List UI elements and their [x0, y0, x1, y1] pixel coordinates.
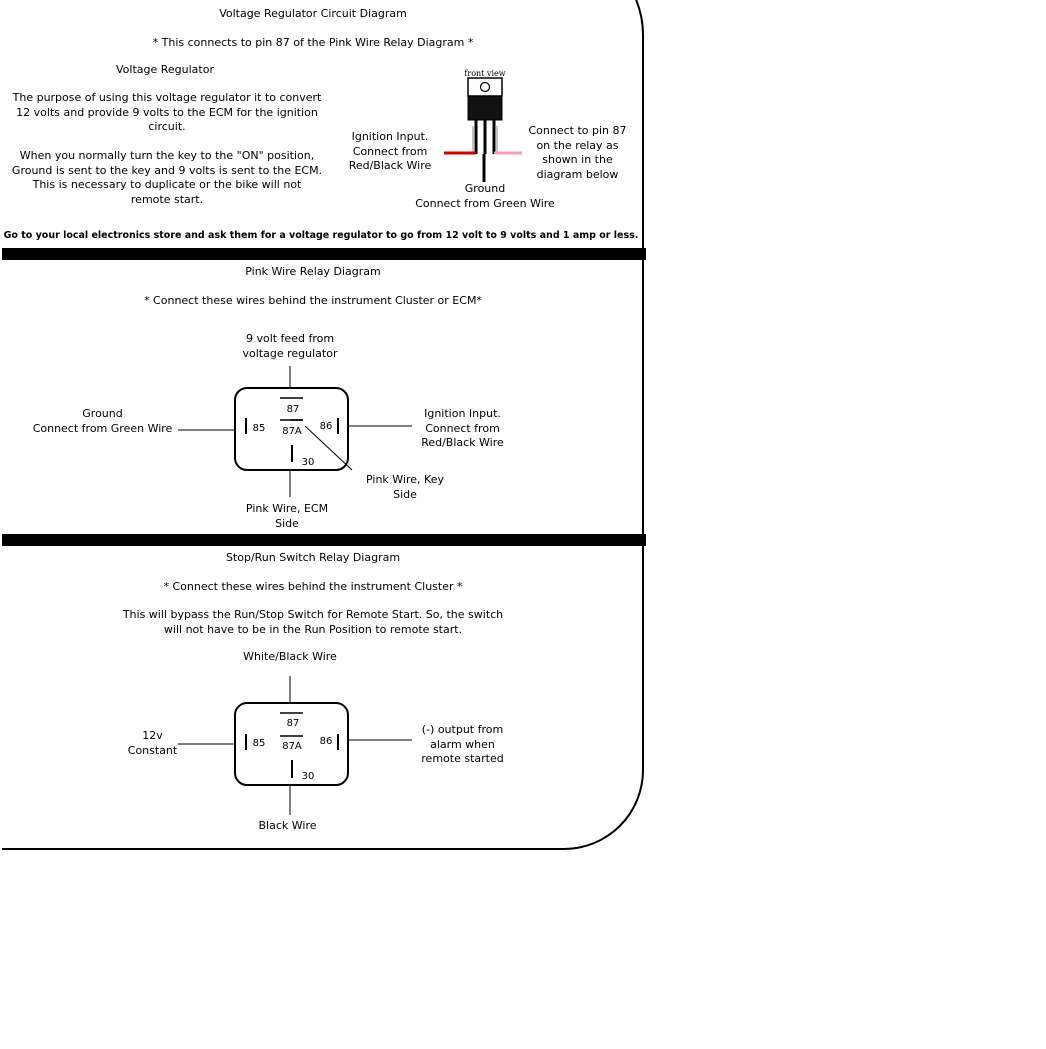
section1-heading: Voltage Regulator [116, 63, 214, 76]
store-note: Go to your local electronics store and ask them for a voltage regulator to go from 12 volt to 9 volts and 1 amp or less. [3, 230, 639, 241]
section2-note: * Connect these wires behind the instrument Cluster or ECM* [144, 294, 482, 307]
relay2-pin-30: 30 [301, 771, 315, 782]
relay2-bottom-label: Black Wire [258, 819, 317, 832]
relay1-top-label: 9 volt feed from voltage regulator [242, 332, 338, 360]
relay2-pin-87a: 87A [282, 741, 302, 752]
relay1-left-label: Ground Connect from Green Wire [32, 407, 173, 435]
relay1-pin-86: 86 [319, 421, 333, 432]
relay1-key-side-label: Pink Wire, Key Side [366, 473, 444, 501]
relay2-top-label: White/Black Wire [243, 650, 337, 663]
section2-title: Pink Wire Relay Diagram [245, 265, 381, 278]
relay1-pin-87: 87 [286, 404, 300, 415]
section3-title: Stop/Run Switch Relay Diagram [225, 551, 401, 564]
bypass-text: This will bypass the Run/Stop Switch for Remote Start. So, the switch will not have to be in the Run Position to remote start. [122, 608, 504, 636]
relay2-right-label: (-) output from alarm when remote started [421, 723, 504, 765]
explain-text: When you normally turn the key to the "ON" position, Ground is sent to the key and 9 volts is sent to the ECM. This is necessary to duplicate or the bike will not remote start. [11, 149, 323, 206]
relay2-pin-85: 85 [252, 738, 266, 749]
section1-note: * This connects to pin 87 of the Pink Wire Relay Diagram * [152, 36, 474, 49]
voltage-regulator-icon [468, 78, 502, 154]
section3-note: * Connect these wires behind the instrument Cluster * [163, 580, 463, 593]
ground-label: Ground Connect from Green Wire [415, 182, 555, 210]
relay1-pin-87a: 87A [282, 426, 302, 437]
relay1-bottom-label: Pink Wire, ECM Side [245, 502, 329, 530]
relay1-pin-30: 30 [301, 457, 315, 468]
relay2-pin-87: 87 [286, 718, 300, 729]
relay2-pin-86: 86 [319, 736, 333, 747]
relay1-right-label: Ignition Input. Connect from Red/Black Wire [421, 407, 504, 449]
ignition-input-label: Ignition Input. Connect from Red/Black Wire [348, 130, 432, 172]
front-view-label: front view [464, 69, 506, 78]
pin87-label: Connect to pin 87 on the relay as shown in the diagram below [528, 124, 627, 181]
relay2-left-label: 12v Constant [127, 729, 178, 757]
section1-title: Voltage Regulator Circuit Diagram [219, 7, 407, 20]
relay1-pin-85: 85 [252, 423, 266, 434]
purpose-text: The purpose of using this voltage regulator it to convert 12 volts and provide 9 volts to the ECM for the ignition circuit. [12, 91, 322, 133]
